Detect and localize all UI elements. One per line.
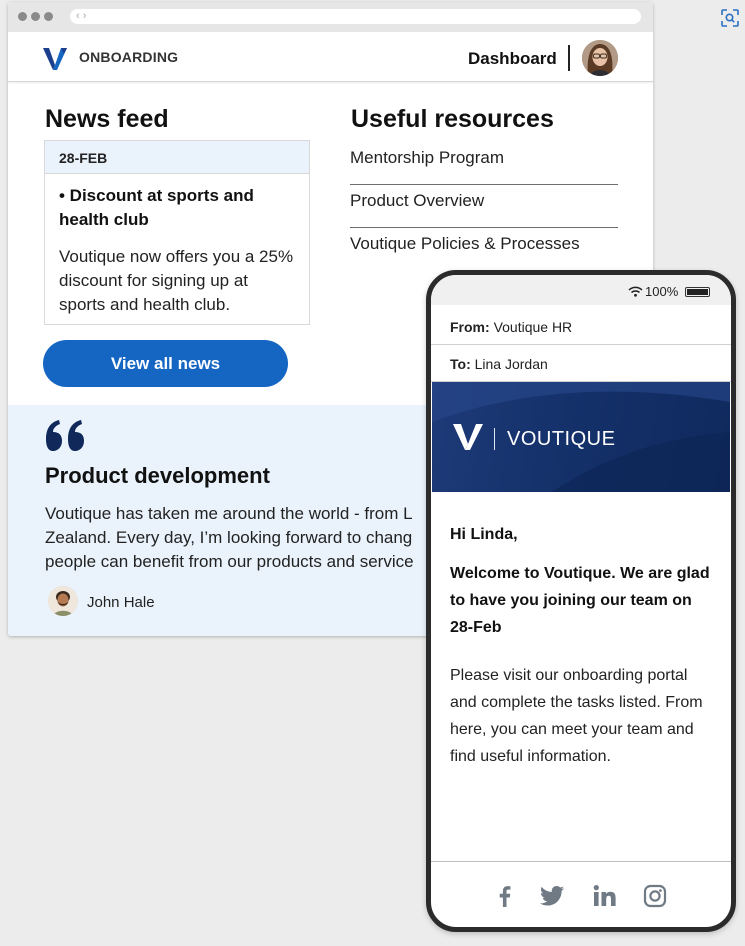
from-label: From:: [450, 319, 490, 335]
resources-title: Useful resources: [351, 105, 554, 133]
header-divider: [568, 45, 570, 71]
user-avatar-icon: [582, 40, 618, 76]
email-footer-divider: [431, 861, 731, 862]
facebook-icon[interactable]: [491, 882, 519, 910]
resources-list: [350, 142, 618, 271]
resource-link-policies[interactable]: Voutique Policies & Processes: [350, 234, 580, 253]
window-dot[interactable]: [18, 12, 27, 21]
resource-link-product-overview[interactable]: Product Overview: [350, 185, 618, 228]
quote-icon: [44, 419, 88, 453]
scan-icon[interactable]: [718, 6, 742, 30]
app-header: [8, 32, 653, 82]
wifi-icon: [628, 286, 643, 297]
email-welcome: Welcome to Voutique. We are glad to have you joining our team on 28-Feb: [450, 565, 710, 636]
resource-link-mentorship[interactable]: Mentorship Program: [350, 142, 618, 185]
dashboard-link[interactable]: Dashboard: [468, 49, 557, 68]
from-value: Voutique HR: [493, 319, 573, 335]
browser-chrome: [8, 2, 653, 32]
news-feed-title: News feed: [45, 105, 169, 133]
view-all-news-button[interactable]: View all news: [43, 340, 288, 387]
email-from-row: [431, 308, 731, 345]
battery-percentage: 100%: [645, 284, 679, 299]
voutique-banner-logo-icon: [452, 420, 484, 452]
to-value: Lina Jordan: [474, 356, 548, 372]
brand-name: ONBOARDING: [79, 49, 179, 65]
window-dot[interactable]: [44, 12, 53, 21]
testimonial-line: people can benefit from our products and service: [45, 552, 414, 571]
email-greeting: Hi Linda,: [450, 526, 518, 543]
banner-divider: [494, 428, 495, 450]
window-controls: [18, 12, 53, 21]
email-body: Please visit our onboarding portal and complete the tasks listed. From here, you can meet your team and find useful information.: [450, 667, 703, 765]
linkedin-icon[interactable]: [591, 882, 619, 910]
phone-mockup: [426, 270, 736, 932]
address-bar[interactable]: [70, 9, 641, 24]
email-banner: [432, 382, 730, 492]
testimonial-line: Zealand. Every day, I’m looking forward to chang: [45, 528, 413, 547]
to-label: To:: [450, 356, 471, 372]
news-body: Voutique now offers you a 25% discount for signing up at sports and health club.: [59, 247, 294, 314]
battery-icon: [685, 287, 710, 297]
user-avatar[interactable]: [582, 40, 618, 76]
phone-status-bar: [431, 275, 731, 305]
author-name: John Hale: [87, 594, 155, 611]
instagram-icon[interactable]: [641, 882, 669, 910]
email-to-row: [431, 345, 731, 382]
banner-brand-text: VOUTIQUE: [507, 428, 616, 450]
news-headline: • Discount at sports and health club: [59, 186, 254, 229]
author-avatar: [48, 586, 78, 616]
testimonial-title: Product development: [45, 463, 270, 488]
voutique-logo-icon[interactable]: [42, 45, 68, 71]
testimonial-line: Voutique has taken me around the world - from L: [45, 504, 413, 523]
news-date: 28-FEB: [45, 141, 309, 174]
window-dot[interactable]: [31, 12, 40, 21]
twitter-icon[interactable]: [538, 882, 566, 910]
author-avatar-icon: [48, 586, 78, 616]
nav-arrows-icon[interactable]: ‹ ›: [76, 10, 87, 22]
news-card[interactable]: [44, 140, 310, 325]
